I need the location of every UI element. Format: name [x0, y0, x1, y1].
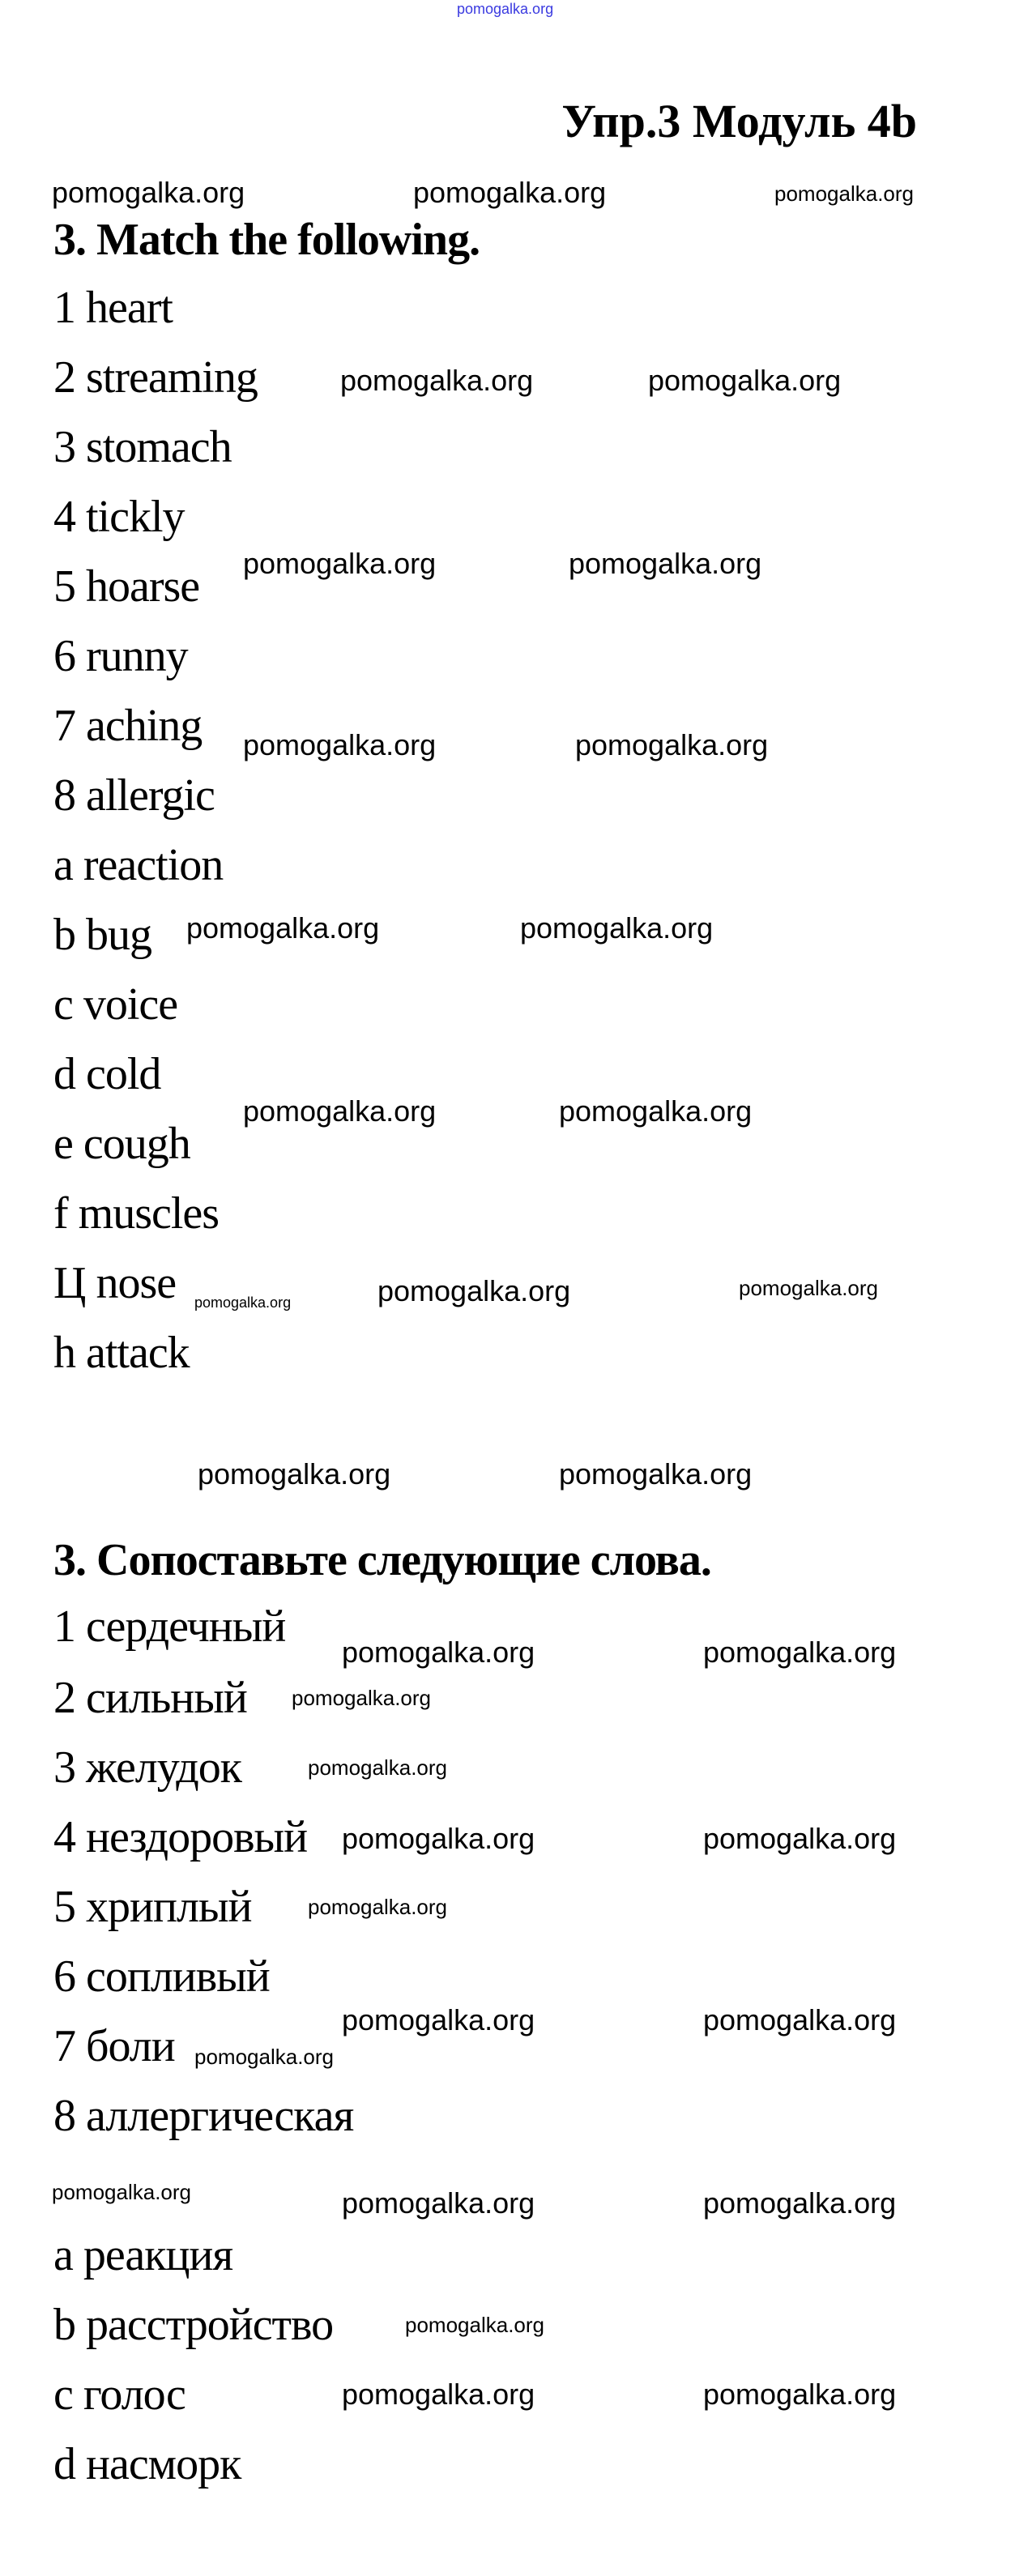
watermark: pomogalka.org	[774, 181, 914, 206]
watermark: pomogalka.org	[520, 911, 714, 945]
list-item: a reaction	[53, 840, 224, 890]
watermark: pomogalka.org	[340, 364, 534, 397]
watermark: pomogalka.org	[377, 1274, 571, 1307]
page-title: Упр.3 Модуль 4b	[561, 95, 917, 147]
watermark: pomogalka.org	[342, 2186, 535, 2220]
watermark: pomogalka.org	[52, 2180, 191, 2204]
watermark: pomogalka.org	[198, 1457, 391, 1491]
list-item: f muscles	[53, 1188, 220, 1239]
watermark: pomogalka.org	[703, 1822, 897, 1855]
watermark: pomogalka.org	[342, 1822, 535, 1855]
list-item: d cold	[53, 1049, 161, 1099]
watermark: pomogalka.org	[569, 547, 762, 580]
watermark: pomogalka.org	[243, 1094, 437, 1128]
watermark: pomogalka.org	[703, 2186, 897, 2220]
list-item: 5 хриплый	[53, 1882, 252, 1932]
watermark: pomogalka.org	[308, 1895, 447, 1919]
watermark: pomogalka.org	[703, 2378, 897, 2411]
watermark: pomogalka.org	[292, 1686, 431, 1710]
watermark: pomogalka.org	[342, 2378, 535, 2411]
list-item: 3 желудок	[53, 1742, 241, 1793]
watermark: pomogalka.org	[342, 2003, 535, 2036]
watermark: pomogalka.org	[559, 1094, 753, 1128]
list-item: 1 heart	[53, 283, 173, 333]
list-item: e cough	[53, 1119, 190, 1169]
russian-heading: 3. Сопоставьте следующие слова.	[53, 1535, 711, 1585]
watermark: pomogalka.org	[52, 176, 245, 209]
watermark: pomogalka.org	[405, 2313, 544, 2337]
watermark: pomogalka.org	[243, 728, 437, 761]
watermark: pomogalka.org	[194, 1294, 292, 1311]
list-item: 6 сопливый	[53, 1951, 270, 2002]
watermark: pomogalka.org	[559, 1457, 753, 1491]
list-item: b расстройство	[53, 2300, 334, 2350]
watermark: pomogalka.org	[194, 2045, 334, 2069]
list-item: 8 аллергическая	[53, 2091, 354, 2141]
watermark: pomogalka.org	[648, 364, 842, 397]
list-item: 5 hoarse	[53, 561, 200, 612]
list-item: d насморк	[53, 2439, 241, 2489]
list-item: 4 нездоровый	[53, 1812, 308, 1862]
list-item: а реакция	[53, 2230, 233, 2280]
watermark: pomogalka.org	[739, 1276, 878, 1300]
list-item: 7 боли	[53, 2021, 175, 2071]
watermark: pomogalka.org	[342, 1636, 535, 1669]
english-heading: 3. Match the following.	[53, 215, 480, 265]
watermark: pomogalka.org	[413, 176, 607, 209]
watermark: pomogalka.org	[243, 547, 437, 580]
watermark: pomogalka.org	[703, 2003, 897, 2036]
list-item: 2 сильный	[53, 1673, 247, 1723]
list-item: 6 runny	[53, 631, 188, 681]
list-item: 2 streaming	[53, 352, 258, 403]
list-item: h attack	[53, 1328, 190, 1378]
list-item: c voice	[53, 979, 178, 1030]
list-item: с голос	[53, 2369, 186, 2420]
list-item: Ц nose	[53, 1258, 177, 1308]
list-item: 1 сердечный	[53, 1601, 286, 1652]
watermark: pomogalka.org	[308, 1755, 447, 1780]
watermark-top: pomogalka.org	[457, 1, 554, 17]
watermark: pomogalka.org	[186, 911, 380, 945]
list-item: 7 aching	[53, 701, 203, 751]
list-item: 8 allergic	[53, 770, 215, 821]
watermark: pomogalka.org	[703, 1636, 897, 1669]
list-item: b bug	[53, 910, 151, 960]
list-item: 4 tickly	[53, 492, 185, 542]
watermark: pomogalka.org	[575, 728, 769, 761]
list-item: 3 stomach	[53, 422, 232, 472]
